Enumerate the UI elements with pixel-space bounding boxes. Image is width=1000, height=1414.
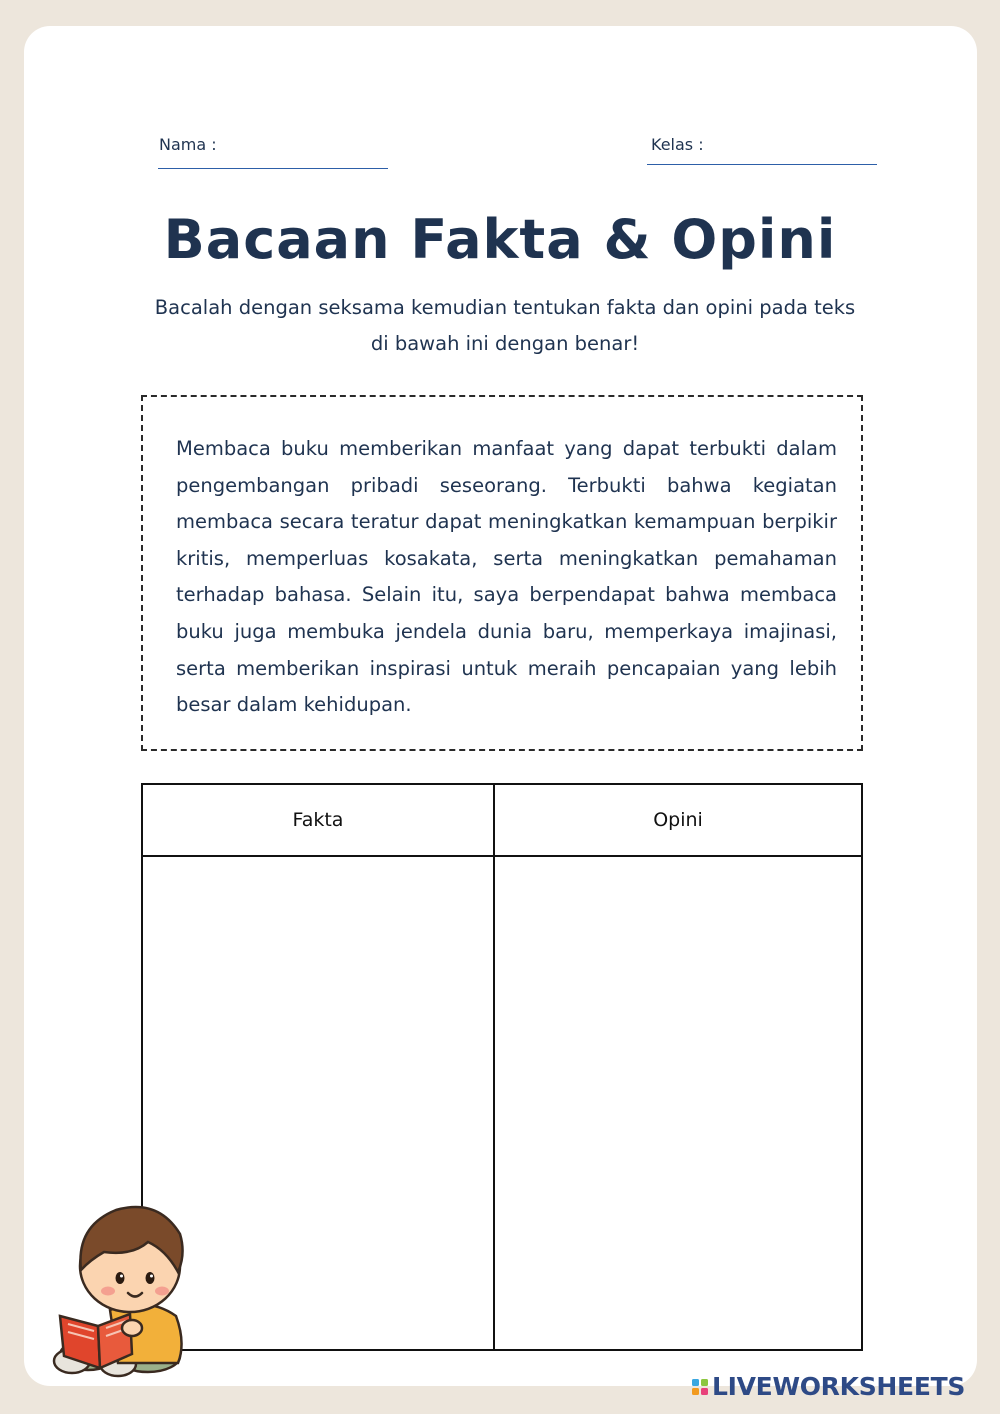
liveworksheets-wordmark: LIVEWORKSHEETS (712, 1372, 966, 1401)
name-label: Nama : (159, 135, 217, 154)
reading-passage-box (141, 395, 863, 751)
boy-reading-book-icon (48, 1198, 193, 1383)
class-label: Kelas : (651, 135, 704, 154)
fakta-answer-cell[interactable] (143, 857, 493, 1349)
name-input-line[interactable] (158, 168, 388, 169)
instruction-text: Bacalah dengan seksama kemudian tentukan fakta dan opini pada teks di bawah ini dengan benar! (154, 296, 856, 355)
table-header-fakta: Fakta (292, 809, 344, 831)
worksheet-title: Bacaan Fakta & Opini (163, 208, 837, 271)
reading-passage-text: Membaca buku memberikan manfaat yang dapat terbukti dalam pengembangan pribadi seseorang. Terbukti bahwa kegiatan membaca secara teratur dapat meningkatkan kemampuan berpikir kritis, memperluas kosakata, serta meningkatkan pemahaman terhadap bahasa. Selain itu, saya berpendapat bahwa membaca buku juga membuka jendela dunia baru, memperkaya imajinasi, serta memberikan inspirasi untuk meraih pencapaian yang lebih besar dalam kehidupan. (176, 437, 837, 717)
opini-answer-cell[interactable] (495, 857, 861, 1349)
liveworksheets-brand[interactable] (692, 1372, 965, 1401)
table-header-opini: Opini (653, 809, 703, 831)
fact-opinion-table (141, 783, 863, 1351)
class-input-line[interactable] (647, 164, 877, 165)
liveworksheets-logo-icon (692, 1379, 708, 1395)
